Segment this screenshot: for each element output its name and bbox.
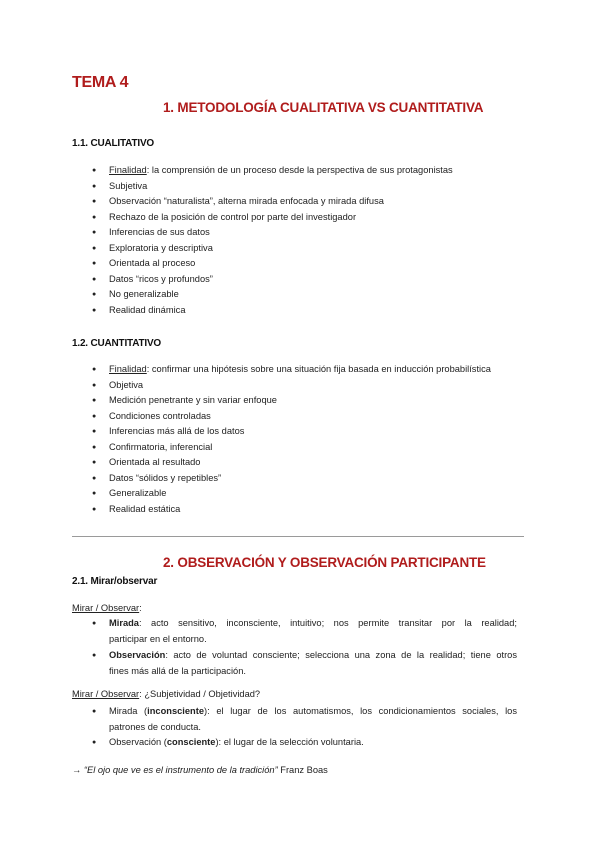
list-item: ● Rechazo de la posición de control por parte del investigador: [92, 210, 453, 226]
section-1-heading: 1. METODOLOGÍA CUALITATIVA VS CUANTITATIVA: [163, 100, 484, 115]
list-item: ● Inferencias de sus datos: [92, 225, 453, 241]
bullet: ●: [92, 739, 97, 746]
list-item: ● Finalidad: la comprensión de un proceso desde la perspectiva de sus protagonistas: [92, 163, 453, 179]
list-item: ● Datos “ricos y profundos”: [92, 272, 453, 288]
quote-text: “El ojo que ve es el instrumento de la tradición”: [83, 765, 278, 775]
list-item: ● Generalizable: [92, 486, 491, 502]
list-item: ● Medición penetrante y sin variar enfoque: [92, 393, 491, 409]
section-2-heading: 2. OBSERVACIÓN Y OBSERVACIÓN PARTICIPANTE: [163, 555, 486, 570]
list-item: ● Inferencias más allá de los datos: [92, 424, 491, 440]
bullet: ●: [92, 708, 97, 715]
list-item: ● No generalizable: [92, 287, 453, 303]
section-divider: [72, 536, 524, 537]
subsection-1-1-heading: 1.1. CUALITATIVO: [72, 138, 154, 149]
subsection-1-2-heading: 1.2. CUANTITATIVO: [72, 338, 162, 349]
list-item: ● Datos “sólidos y repetibles”: [92, 471, 491, 487]
finalidad-label: Finalidad: [109, 165, 147, 175]
list-item: ● Exploratoria y descriptiva: [92, 241, 453, 257]
observacion-item: ● Observación: acto de voluntad consciente; selecciona una zona de la realidad; tiene otros fines más allá de la participación.: [92, 650, 517, 676]
mirada-item: ● Mirada: acto sensitivo, inconsciente, intuitivo; nos permite transitar por la realidad; participar en el entorno.: [92, 618, 517, 644]
page-title: TEMA 4: [72, 74, 129, 91]
list-item: ● Objetiva: [92, 378, 491, 394]
list-item: ● Condiciones controladas: [92, 409, 491, 425]
observacion-consciente-item: ● Observación (consciente): el lugar de la selección voluntaria.: [109, 735, 517, 751]
arrow-icon: →: [72, 765, 82, 775]
mirar-observar-heading: Mirar / Observar:: [72, 603, 142, 613]
quote-author: Franz Boas: [280, 765, 328, 775]
subsection-2-1-heading: 2.1. Mirar/observar: [72, 576, 158, 587]
list-item: ● Confirmatoria, inferencial: [92, 440, 491, 456]
bullet: ●: [92, 620, 97, 627]
cualitativo-list: [92, 163, 453, 318]
list-item: ● Realidad estática: [92, 502, 491, 518]
mirada-inconsciente-item: ● Mirada (inconsciente): el lugar de los automatismos, los condicionamientos sociales, los patrones de conducta.: [92, 706, 517, 732]
list-item: ● Orientada al proceso: [92, 256, 453, 272]
finalidad-label: Finalidad: [109, 364, 147, 374]
list-item: ● Observación “naturalista”, alterna mirada enfocada y mirada difusa: [92, 194, 453, 210]
boas-quote: [72, 765, 328, 775]
list-item: ● Subjetiva: [92, 179, 453, 195]
list-item: ● Orientada al resultado: [92, 455, 491, 471]
bullet: ●: [92, 652, 97, 659]
list-item: ● Realidad dinámica: [92, 303, 453, 319]
subjetividad-heading: Mirar / Observar: ¿Subjetividad / Objetividad?: [72, 689, 261, 699]
list-item: ● Finalidad: confirmar una hipótesis sobre una situación fija basada en inducción probabilística: [92, 362, 491, 378]
cuantitativo-list: [92, 362, 491, 517]
